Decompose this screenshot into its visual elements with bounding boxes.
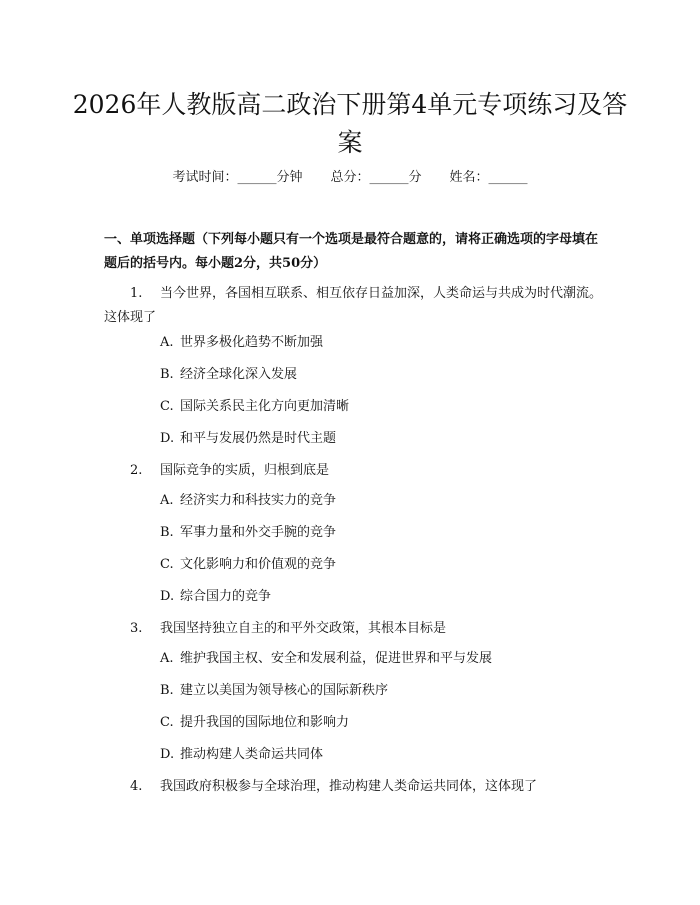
option-1d <box>160 429 600 449</box>
option-letter: C. <box>160 715 174 730</box>
option-letter: D. <box>160 431 175 446</box>
question-2 <box>104 459 604 483</box>
option-letter: D. <box>160 589 175 604</box>
option-letter: C. <box>160 399 174 414</box>
question-number: 4. <box>130 779 143 794</box>
option-text: 提升我国的国际地位和影响力 <box>180 715 350 730</box>
option-text: 经济实力和科技实力的竞争 <box>180 493 337 508</box>
option-letter: D. <box>160 747 175 762</box>
option-letter: B. <box>160 367 174 382</box>
option-2c <box>160 555 600 575</box>
exam-time-field: 考试时间：______分钟 <box>172 170 303 185</box>
question-4 <box>104 775 604 799</box>
option-3d <box>160 745 600 765</box>
option-text: 和平与发展仍然是时代主题 <box>180 431 337 446</box>
option-2a <box>160 491 600 511</box>
option-letter: A. <box>160 493 174 508</box>
total-score-field: 总分：______分 <box>330 170 422 185</box>
option-2b <box>160 523 600 543</box>
option-text: 国际关系民主化方向更加清晰 <box>180 399 350 414</box>
option-2d <box>160 587 600 607</box>
option-text: 推动构建人类命运共同体 <box>180 747 324 762</box>
option-text: 维护我国主权、安全和发展利益，促进世界和平与发展 <box>180 651 493 666</box>
question-1 <box>104 282 604 330</box>
option-3b <box>160 681 600 701</box>
option-1b <box>160 365 600 385</box>
option-3a <box>160 649 600 669</box>
option-letter: B. <box>160 683 174 698</box>
question-number: 1. <box>130 286 143 301</box>
question-text: 我国坚持独立自主的和平外交政策，其根本目标是 <box>160 621 447 636</box>
question-text: 国际竞争的实质，归根到底是 <box>160 463 330 478</box>
option-1a <box>160 333 600 353</box>
option-letter: A. <box>160 335 174 350</box>
question-3 <box>104 617 604 641</box>
question-number: 3. <box>130 621 143 636</box>
option-text: 文化影响力和价值观的竞争 <box>180 557 337 572</box>
document-title: 2026年人教版高二政治下册第4单元专项练习及答案 <box>72 90 628 157</box>
option-text: 建立以美国为领导核心的国际新秩序 <box>180 683 389 698</box>
question-text: 我国政府积极参与全球治理，推动构建人类命运共同体，这体现了 <box>160 779 538 794</box>
question-number: 2. <box>130 463 143 478</box>
option-letter: C. <box>160 557 174 572</box>
exam-meta <box>0 168 700 188</box>
option-text: 世界多极化趋势不断加强 <box>180 335 324 350</box>
option-letter: B. <box>160 525 174 540</box>
question-text: 当今世界，各国相互联系、相互依存日益加深，人类命运与共成为时代潮流。这体现了 <box>104 286 603 325</box>
option-text: 综合国力的竞争 <box>180 589 272 604</box>
student-name-field: 姓名：______ <box>449 170 528 185</box>
option-3c <box>160 713 600 733</box>
option-1c <box>160 397 600 417</box>
option-text: 经济全球化深入发展 <box>180 367 298 382</box>
section-heading: 一、单项选择题（下列每小题只有一个选项是最符合题意的，请将正确选项的字母填在题后的括号内。每小题2分，共50分） <box>104 232 599 271</box>
option-text: 军事力量和外交手腕的竞争 <box>180 525 337 540</box>
option-letter: A. <box>160 651 174 666</box>
